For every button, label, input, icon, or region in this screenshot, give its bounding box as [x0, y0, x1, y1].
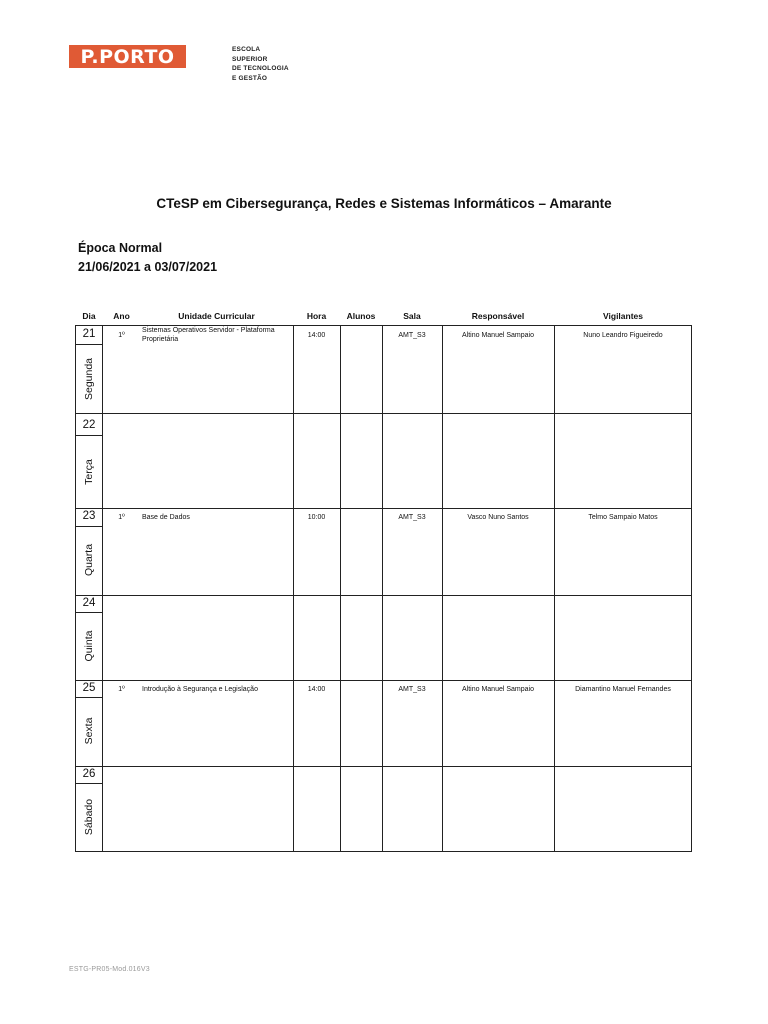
- column-divider: [293, 325, 294, 852]
- cell-unidade-curricular: Base de Dados: [142, 514, 190, 521]
- cell-vigilantes: Nuno Leandro Figueiredo: [583, 332, 663, 339]
- exam-table: [75, 325, 692, 852]
- column-header-ano: Ano: [113, 311, 130, 321]
- day-number: 26: [82, 768, 96, 780]
- date-range: 21/06/2021 a 03/07/2021: [78, 260, 218, 274]
- cell-vigilantes: Telmo Sampaio Matos: [588, 514, 658, 521]
- day-number-divider: [75, 612, 103, 613]
- pporto-logo: P.PORTO: [69, 45, 186, 68]
- cell-vigilantes: Diamantino Manuel Fernandes: [575, 686, 671, 693]
- day-number-divider: [75, 435, 103, 436]
- column-divider: [102, 325, 103, 852]
- weekday-name: Sexta: [83, 717, 95, 745]
- day-number: 21: [82, 328, 96, 340]
- day-number-divider: [75, 783, 103, 784]
- cell-hora: 14:00: [307, 686, 326, 693]
- document-code: ESTG-PR05-Mod.016V3: [69, 966, 150, 973]
- cell-ano: 1º: [118, 514, 125, 521]
- row-divider: [75, 680, 692, 681]
- column-divider: [554, 325, 555, 852]
- exam-period: [78, 239, 217, 277]
- cell-ano: 1º: [118, 686, 125, 693]
- column-header-unidade-curricular: Unidade Curricular: [178, 311, 255, 321]
- cell-hora: 14:00: [307, 332, 326, 339]
- day-number-divider: [75, 526, 103, 527]
- weekday-name: Quinta: [83, 630, 95, 662]
- column-header-vigilantes: Vigilantes: [603, 311, 643, 321]
- season-label: Época Normal: [78, 241, 163, 255]
- weekday-name: Quarta: [83, 543, 95, 577]
- row-divider: [75, 595, 692, 596]
- column-header-sala: Sala: [403, 311, 421, 321]
- column-header-hora: Hora: [306, 311, 327, 321]
- weekday-name: Segunda: [83, 357, 95, 401]
- column-divider: [340, 325, 341, 852]
- cell-responsavel: Altino Manuel Sampaio: [462, 686, 534, 693]
- cell-unidade-curricular: Introdução à Segurança e Legislação: [142, 686, 258, 693]
- column-divider: [442, 325, 443, 852]
- day-number-divider: [75, 697, 103, 698]
- cell-responsavel: Altino Manuel Sampaio: [462, 332, 534, 339]
- day-number: 23: [82, 510, 96, 522]
- cell-sala: AMT_S3: [398, 514, 426, 521]
- column-divider: [382, 325, 383, 852]
- weekday-name: Terça: [83, 459, 95, 485]
- cell-responsavel: Vasco Nuno Santos: [467, 514, 529, 521]
- cell-ano: 1º: [118, 332, 125, 339]
- day-number-divider: [75, 344, 103, 345]
- cell-hora: 10:00: [307, 514, 326, 521]
- column-header-responsavel: Responsável: [471, 311, 525, 321]
- column-header-dia: Dia: [82, 311, 96, 321]
- weekday-name: Sábado: [83, 798, 95, 836]
- cell-sala: AMT_S3: [398, 686, 426, 693]
- cell-unidade-curricular: Sistemas Operativos Servidor - Plataforma Proprietária: [142, 327, 275, 343]
- day-number: 24: [82, 597, 96, 609]
- day-number: 22: [82, 419, 96, 431]
- school-name: ESCOLA SUPERIOR DE TECNOLOGIA E GESTÃO: [232, 46, 289, 82]
- row-divider: [75, 508, 692, 509]
- row-divider: [75, 766, 692, 767]
- day-number: 25: [82, 682, 96, 694]
- row-divider: [75, 413, 692, 414]
- cell-sala: AMT_S3: [398, 332, 426, 339]
- document-title: CTeSP em Cibersegurança, Redes e Sistemas Informáticos – Amarante: [156, 196, 612, 211]
- column-header-alunos: Alunos: [346, 311, 376, 321]
